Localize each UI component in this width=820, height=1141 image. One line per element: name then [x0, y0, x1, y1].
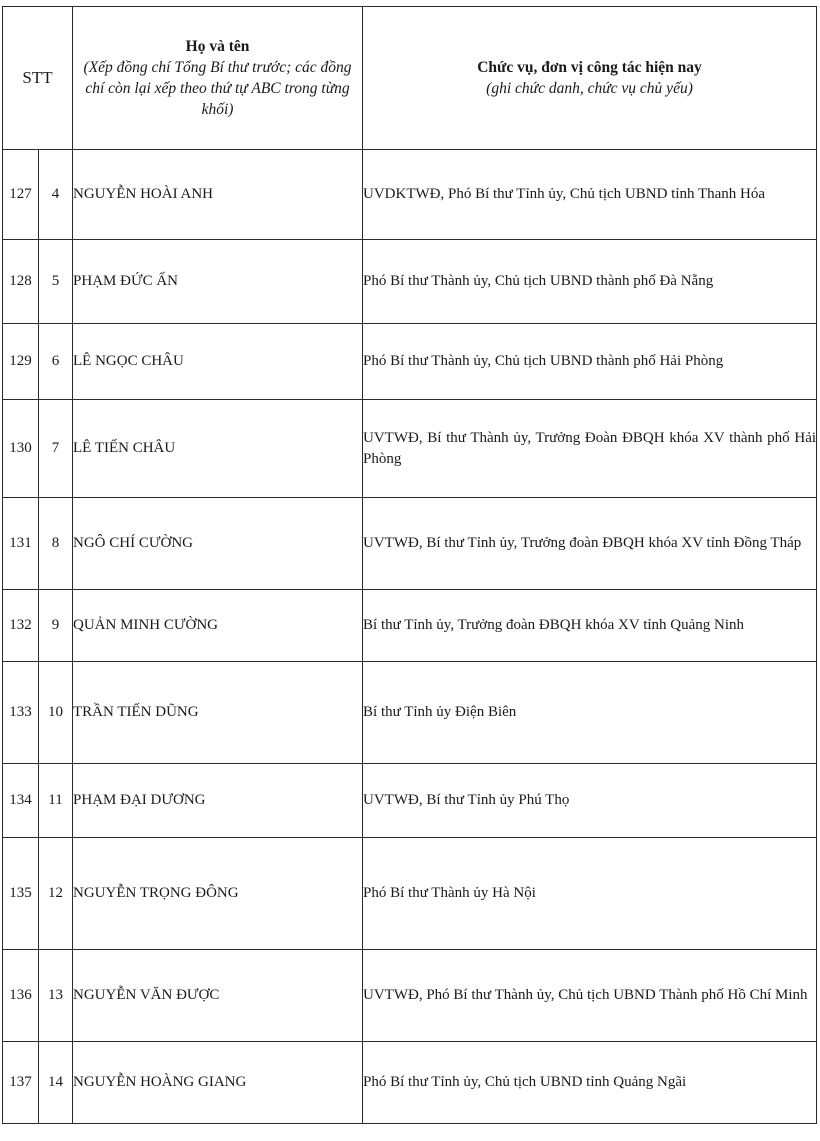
row-sub-stt: 10 [39, 662, 73, 764]
row-stt: 130 [3, 400, 39, 498]
row-name: LÊ TIẾN CHÂU [73, 400, 363, 498]
table-row [3, 400, 817, 498]
row-position: UVDKTWĐ, Phó Bí thư Tỉnh ủy, Chủ tịch UBND tỉnh Thanh Hóa [363, 150, 817, 240]
row-stt: 133 [3, 662, 39, 764]
row-stt: 131 [3, 498, 39, 590]
table-row [3, 324, 817, 400]
header-position-subtitle: (ghi chức danh, chức vụ chủ yếu) [486, 80, 693, 97]
row-name: PHẠM ĐỨC ẤN [73, 240, 363, 324]
document-page [0, 6, 820, 1124]
table-row [3, 498, 817, 590]
header-stt: STT [3, 7, 73, 150]
row-name: NGUYỄN HOÀNG GIANG [73, 1042, 363, 1124]
table-row [3, 950, 817, 1042]
table-row [3, 662, 817, 764]
table-row [3, 838, 817, 950]
row-name: QUẢN MINH CƯỜNG [73, 590, 363, 662]
row-position: Phó Bí thư Tỉnh ủy, Chủ tịch UBND tỉnh Quảng Ngãi [363, 1042, 817, 1124]
row-sub-stt: 7 [39, 400, 73, 498]
row-stt: 132 [3, 590, 39, 662]
row-sub-stt: 6 [39, 324, 73, 400]
row-stt: 134 [3, 764, 39, 838]
row-stt: 128 [3, 240, 39, 324]
header-position-title: Chức vụ, đơn vị công tác hiện nay [477, 59, 702, 76]
header-name-title: Họ và tên [185, 38, 250, 55]
table-row [3, 590, 817, 662]
row-name: NGUYỄN TRỌNG ĐÔNG [73, 838, 363, 950]
table-row [3, 240, 817, 324]
row-name: NGÔ CHÍ CƯỜNG [73, 498, 363, 590]
roster-table [2, 6, 817, 1124]
row-sub-stt: 4 [39, 150, 73, 240]
row-sub-stt: 11 [39, 764, 73, 838]
row-position: Phó Bí thư Thành ủy, Chủ tịch UBND thành phố Đà Nẵng [363, 240, 817, 324]
row-name: TRẦN TIẾN DŨNG [73, 662, 363, 764]
row-stt: 137 [3, 1042, 39, 1124]
row-name: NGUYỄN VĂN ĐƯỢC [73, 950, 363, 1042]
row-position: Bí thư Tỉnh ủy Điện Biên [363, 662, 817, 764]
row-position: UVTWĐ, Bí thư Tỉnh ủy Phú Thọ [363, 764, 817, 838]
row-sub-stt: 8 [39, 498, 73, 590]
row-stt: 135 [3, 838, 39, 950]
header-position [363, 7, 817, 150]
row-name: LÊ NGỌC CHÂU [73, 324, 363, 400]
row-sub-stt: 14 [39, 1042, 73, 1124]
row-position: UVTWĐ, Bí thư Thành ủy, Trưởng Đoàn ĐBQH khóa XV thành phố Hải Phòng [363, 400, 817, 498]
row-stt: 129 [3, 324, 39, 400]
row-position: Phó Bí thư Thành ủy Hà Nội [363, 838, 817, 950]
row-sub-stt: 13 [39, 950, 73, 1042]
row-position: Bí thư Tỉnh ủy, Trưởng đoàn ĐBQH khóa XV tỉnh Quảng Ninh [363, 590, 817, 662]
row-name: NGUYỄN HOÀI ANH [73, 150, 363, 240]
row-sub-stt: 9 [39, 590, 73, 662]
row-position: Phó Bí thư Thành ủy, Chủ tịch UBND thành phố Hải Phòng [363, 324, 817, 400]
row-sub-stt: 5 [39, 240, 73, 324]
row-name: PHẠM ĐẠI DƯƠNG [73, 764, 363, 838]
table-body [3, 150, 817, 1124]
table-row [3, 1042, 817, 1124]
row-sub-stt: 12 [39, 838, 73, 950]
row-position: UVTWĐ, Phó Bí thư Thành ủy, Chủ tịch UBND Thành phố Hồ Chí Minh [363, 950, 817, 1042]
row-stt: 136 [3, 950, 39, 1042]
table-row [3, 764, 817, 838]
header-name [73, 7, 363, 150]
row-position: UVTWĐ, Bí thư Tỉnh ủy, Trưởng đoàn ĐBQH khóa XV tỉnh Đồng Tháp [363, 498, 817, 590]
header-name-subtitle: (Xếp đồng chí Tổng Bí thư trước; các đồng chí còn lại xếp theo thứ tự ABC trong từng khối) [83, 59, 352, 118]
row-stt: 127 [3, 150, 39, 240]
table-header [3, 7, 817, 150]
table-row [3, 150, 817, 240]
